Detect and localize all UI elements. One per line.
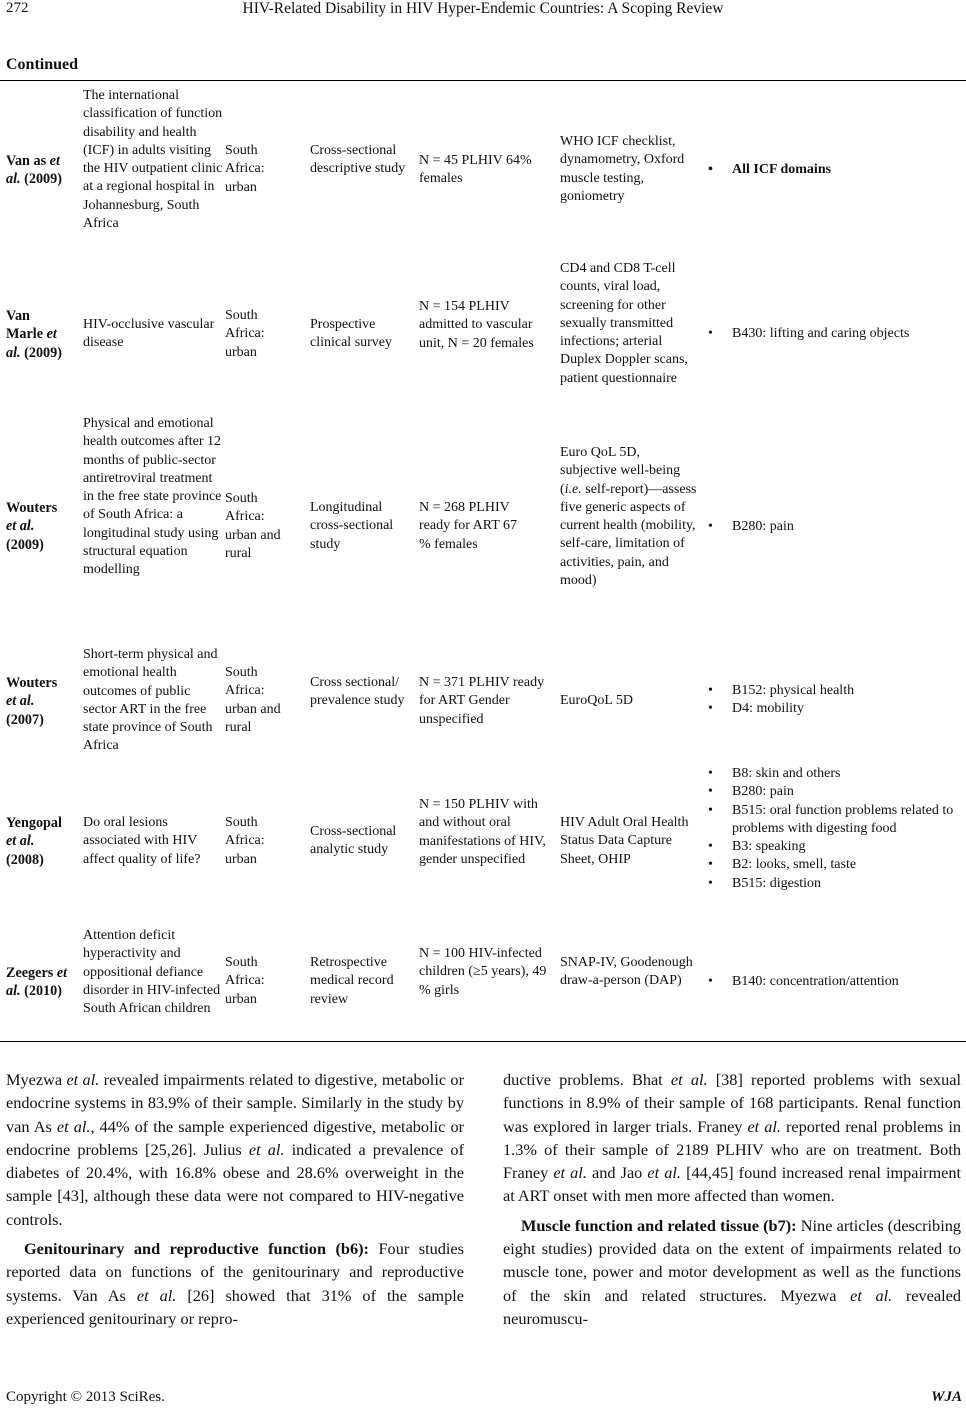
sample-cell: N = 45 PLHIV 64% females [419,153,532,187]
findings-list [705,161,960,179]
author-cell: Yengopal et al. (2008) [6,815,62,868]
sample-cell: N = 371 PLHIV ready for ART Gender unspecified [419,675,545,727]
sample-cell: N = 100 HIV-infected children (≥5 years), 49 % girls [419,946,547,998]
finding-item: • B515: digestion [705,875,960,893]
findings-list [705,518,960,536]
journal-abbreviation: WJA [931,1389,962,1405]
design-cell: Prospective clinical survey [310,317,393,351]
paragraph: ductive problems. Bhat et al. [38] reported problems with sexual functions in 8.9% of their sample of 168 participants. Renal function was explored in larger trials. Franey et al. reported renal problems in 1.3% of their sample of 2189 PLHIV who are on treatment. Both Franey et al. and Jao et al. [44,45] found increased renal impairment at ART onset with men more affected than women. [503,1070,962,1206]
body-column-right [503,1068,961,1330]
section-heading: Genitourinary and reproductive function (b6): [24,1239,369,1259]
finding-item: • B280: pain [705,783,960,801]
author-cell: Zeegers et al. (2010) [6,965,68,1000]
design-cell: Retrospective medical record review [310,955,394,1007]
measures-cell: CD4 and CD8 T-cell counts, viral load, screening for other sexually transmitted infections; arterial Duplex Doppler scans, patient questionnaire [560,261,688,386]
finding-item: • B8: skin and others [705,765,960,783]
title-cell: The international classification of function disability and health (ICF) in adults visiting the HIV outpatient clinic at a regional hospital in Johannesburg, South Africa [83,88,223,232]
measures-cell: SNAP-IV, Goodenough draw-a-person (DAP) [560,955,693,989]
findings-list [705,325,960,343]
setting-cell: South Africa: urban [225,815,265,867]
sample-cell: N = 268 PLHIV ready for ART 67 % females [419,500,518,552]
setting-cell: South Africa: urban and rural [225,491,281,561]
paragraph: Myezwa et al. revealed impairments related to digestive, metabolic or endocrine systems in 83.9% of their sample. Similarly in the study by van As et al., 44% of the sample experienced digestive, metabolic or endocrine problems [25,26]. Julius et al. indicated a prevalence of diabetes of 20.4%, with 16.8% obese and 28.6% overweight in the sample [43], although these data were not compared to HIV-negative controls. [6,1070,465,1229]
design-cell: Cross-sectional descriptive study [310,143,406,177]
title-cell: Attention deficit hyperactivity and oppositional defiance disorder in HIV-infected South African children [83,928,221,1017]
title-cell: Short-term physical and emotional health outcomes of public sector ART in the free state province of South Africa [83,647,218,754]
table-continued-label: Continued [6,56,79,73]
author-cell: Van Marle et al. (2009) [6,308,62,361]
title-cell: Do oral lesions associated with HIV affect quality of life? [83,815,201,867]
author-cell: Wouters et al. (2009) [6,500,58,553]
finding-item: • B3: speaking [705,838,960,856]
author-cell: Wouters et al. (2007) [6,675,58,728]
finding-item: • B280: pain [705,518,960,536]
finding-item: • B515: oral function problems related to problems with digesting food [705,802,960,839]
title-cell: Physical and emotional health outcomes after 12 months of public-sector antiretroviral treatment in the free state province of South Africa: a longitudinal study using structural equation modelling [83,416,222,578]
running-title: HIV-Related Disability in HIV Hyper-Endemic Countries: A Scoping Review [242,0,724,17]
findings-list [705,765,960,893]
copyright-notice: Copyright © 2013 SciRes. [6,1389,165,1405]
design-cell: Cross sectional/ prevalence study [310,675,405,709]
paragraph: Muscle function and related tissue (b7): Nine articles (describing eight studies) provided data on the extent of impairments related to muscle tone, power and motor development as well as the functions of the skin and related structures. Myezwa et al. revealed neuromuscu- [503,1215,962,1328]
findings-list [705,682,960,719]
finding-item: • B430: lifting and caring objects [705,325,960,343]
design-cell: Longitudinal cross-sectional study [310,500,394,552]
sample-cell: N = 154 PLHIV admitted to vascular unit, N = 20 females [419,299,534,351]
author-cell: Van as et al. (2009) [6,153,62,188]
measures-cell: HIV Adult Oral Health Status Data Capture Sheet, OHIP [560,815,689,867]
finding-item: • D4: mobility [705,700,960,718]
setting-cell: South Africa: urban and rural [225,665,281,735]
body-column-left [6,1068,464,1330]
finding-item: • All ICF domains [705,161,960,179]
paragraph: Genitourinary and reproductive function (b6): Four studies reported data on functions of the genitourinary and reproductive systems. Van As et al. [26] showed that 31% of the sample experienced genitourinary or repro- [6,1239,464,1328]
design-cell: Cross-sectional analytic study [310,824,397,858]
section-heading: Muscle function and related tissue (b7): [521,1215,797,1235]
finding-item: • B140: concentration/attention [705,973,960,991]
setting-cell: South Africa: urban [225,143,265,195]
sample-cell: N = 150 PLHIV with and without oral manifestations of HIV, gender unspecified [419,797,546,867]
finding-item: • B152: physical health [705,682,960,700]
table-top-rule [0,80,966,81]
measures-cell: WHO ICF checklist, dynamometry, Oxford muscle testing, goniometry [560,134,685,204]
finding-item: • B2: looks, smell, taste [705,856,960,874]
findings-list [705,973,960,991]
setting-cell: South Africa: urban [225,955,265,1007]
measures-cell: Euro QoL 5D, subjective well-being (i.e. self-report)—assess five generic aspects of current health (mobility, self-care, limitation of activities, pain, and mood) [560,445,697,589]
title-cell: HIV-occlusive vascular disease [83,317,215,351]
setting-cell: South Africa: urban [225,308,265,360]
table-bottom-rule [0,1041,966,1042]
measures-cell: EuroQoL 5D [560,693,633,708]
page-number: 272 [6,0,29,16]
